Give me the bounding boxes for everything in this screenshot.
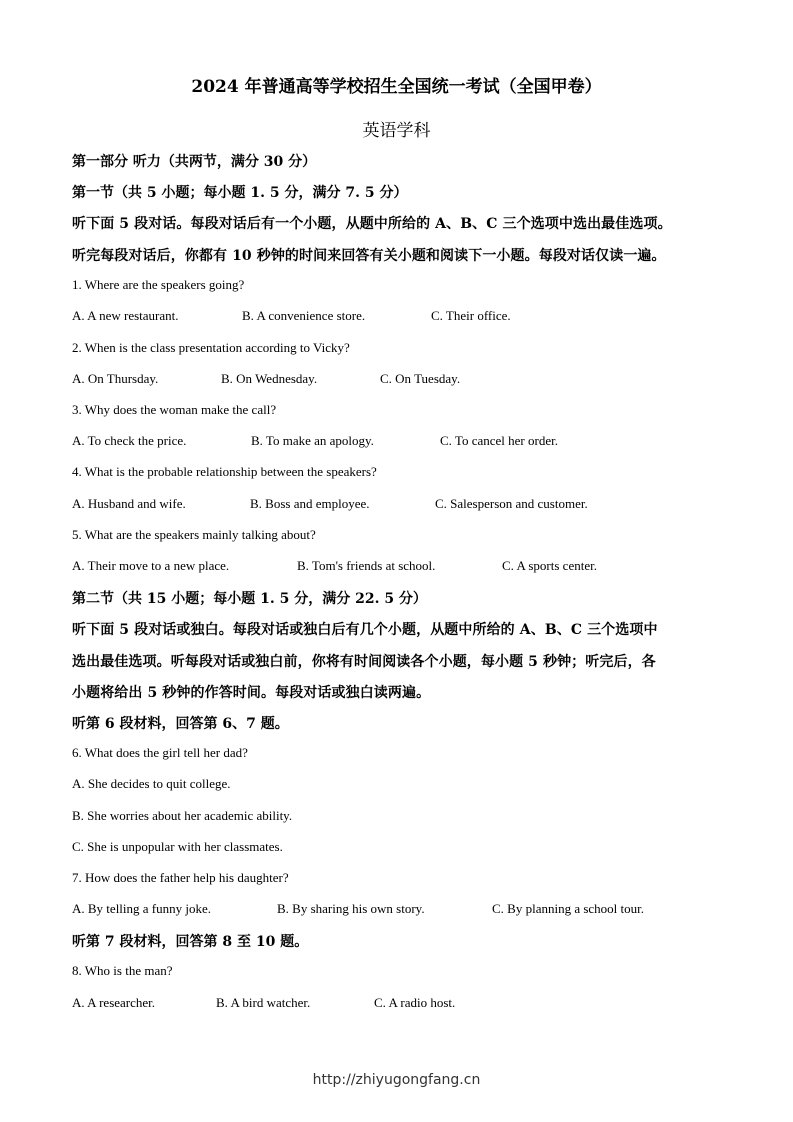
option-c: C. Salesperson and customer. [435, 496, 588, 511]
option-c: C. To cancel her order. [440, 433, 558, 448]
option-c: C. She is unpopular with her classmates. [72, 839, 283, 854]
option-a: A. A researcher. [72, 995, 156, 1010]
option-a: A. To check the price. [72, 433, 187, 448]
page-subtitle: 英语学科 [362, 121, 431, 141]
section1-instruction-line: 听完每段对话后，你都有 10 秒钟的时间来回答有关小题和阅读下一小题。每段对话仅读一遍。 [72, 248, 666, 264]
part1-heading: 第一部分 听力（共两节，满分 30 分） [72, 154, 317, 170]
question-text: 7. How does the father help his daughter? [72, 870, 289, 885]
option-a: A. She decides to quit college. [72, 776, 231, 791]
option-a: A. Their move to a new place. [72, 558, 230, 573]
section1-heading: 第一节（共 5 小题；每小题 1. 5 分，满分 7. 5 分） [72, 185, 408, 201]
question-text: 6. What does the girl tell her dad? [72, 745, 248, 760]
option-b: B. Boss and employee. [250, 496, 370, 511]
material-heading: 听第 7 段材料，回答第 8 至 10 题。 [72, 934, 309, 950]
question-text: 5. What are the speakers mainly talking about? [72, 527, 316, 542]
question-text: 2. When is the class presentation according to Vicky? [72, 340, 350, 355]
section2-heading: 第二节（共 15 小题；每小题 1. 5 分，满分 22. 5 分） [72, 591, 427, 607]
question-text: 4. What is the probable relationship between the speakers? [72, 464, 377, 479]
question-text: 3. Why does the woman make the call? [72, 402, 277, 417]
option-c: C. On Tuesday. [380, 371, 461, 386]
option-b: B. She worries about her academic ability. [72, 808, 293, 823]
section2-instruction-line: 选出最佳选项。听每段对话或独白前，你将有时间阅读各个小题，每小题 5 秒钟；听完后，各 [72, 654, 656, 670]
option-a: A. On Thursday. [72, 371, 159, 386]
option-c: C. Their office. [431, 308, 511, 323]
option-b: B. On Wednesday. [221, 371, 318, 386]
page-title: 2024 年普通高等学校招生全国统一考试（全国甲卷） [191, 77, 602, 97]
option-c: C. A sports center. [502, 558, 597, 573]
material-heading: 听第 6 段材料，回答第 6、7 题。 [72, 716, 289, 732]
section2-instruction-line: 听下面 5 段对话或独白。每段对话或独白后有几个小题，从题中所给的 A、B、C 三个选项中 [72, 622, 658, 638]
section2-instruction-line: 小题将给出 5 秒钟的作答时间。每段对话或独白读两遍。 [72, 685, 431, 701]
option-b: B. A bird watcher. [216, 995, 311, 1010]
option-c: C. By planning a school tour. [492, 901, 645, 916]
option-c: C. A radio host. [374, 995, 456, 1010]
option-b: B. By sharing his own story. [277, 901, 425, 916]
option-a: A. A new restaurant. [72, 308, 179, 323]
question-text: 8. Who is the man? [72, 963, 173, 978]
option-a: A. By telling a funny joke. [72, 901, 212, 916]
option-b: B. Tom's friends at school. [297, 558, 436, 573]
footer-url: http://zhiyugongfang.cn [312, 1072, 481, 1088]
option-a: A. Husband and wife. [72, 496, 186, 511]
option-b: B. A convenience store. [242, 308, 366, 323]
question-text: 1. Where are the speakers going? [72, 277, 245, 292]
section1-instruction-line: 听下面 5 段对话。每段对话后有一个小题，从题中所给的 A、B、C 三个选项中选出最佳选项。 [72, 216, 672, 232]
option-b: B. To make an apology. [251, 433, 374, 448]
